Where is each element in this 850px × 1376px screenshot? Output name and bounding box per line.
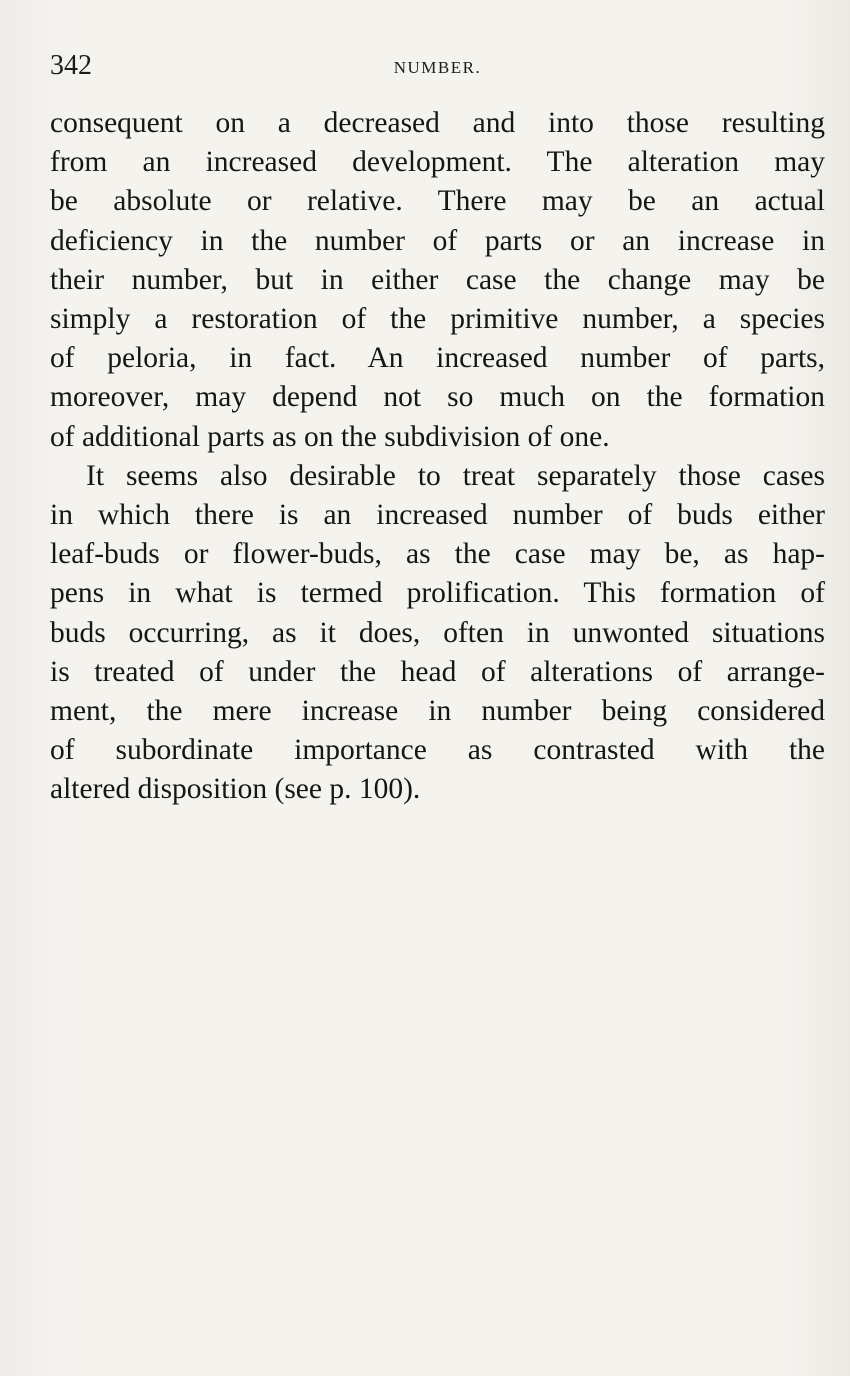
paragraph-1-line: deficiency in the number of parts or an increase in: [50, 224, 825, 257]
paragraph-2-line: leaf-buds or flower-buds, as the case may be, as hap-: [50, 538, 825, 571]
paragraph-2-line: is treated of under the head of alterations of arrange-: [50, 655, 825, 688]
paragraph-1-line: simply a restoration of the primitive number, a species: [50, 303, 825, 336]
running-head: NUMBER.: [393, 58, 482, 77]
page-number: 342: [50, 50, 92, 81]
paragraph-2-line: ment, the mere increase in number being considered: [50, 695, 825, 728]
paragraph-1-line: consequent on a decreased and into those resulting: [50, 107, 825, 139]
body-text: [50, 104, 825, 810]
paragraph-1: [50, 104, 825, 457]
paragraph-1-line: from an increased development. The alteration may: [50, 146, 825, 179]
paragraph-2: [50, 457, 825, 810]
paragraph-2-line: buds occurring, as it does, often in unwonted situations: [50, 616, 825, 649]
paragraph-2-line: pens in what is termed prolification. This formation of: [50, 577, 825, 610]
page-header: [50, 48, 825, 88]
paragraph-1-line: of additional parts as on the subdivision of one.: [50, 420, 610, 453]
paragraph-2-line: in which there is an increased number of buds either: [50, 499, 825, 532]
paragraph-2-line: altered disposition (see p. 100).: [50, 773, 421, 806]
paragraph-2-line: It seems also desirable to treat separately those cases: [86, 459, 825, 492]
paragraph-1-line: of peloria, in fact. An increased number of parts,: [50, 342, 825, 375]
paragraph-1-line: be absolute or relative. There may be an actual: [50, 185, 825, 218]
paragraph-2-line: of subordinate importance as contrasted with the: [50, 734, 825, 767]
paragraph-1-line: their number, but in either case the change may be: [50, 263, 825, 296]
paragraph-1-line: moreover, may depend not so much on the formation: [50, 381, 825, 414]
